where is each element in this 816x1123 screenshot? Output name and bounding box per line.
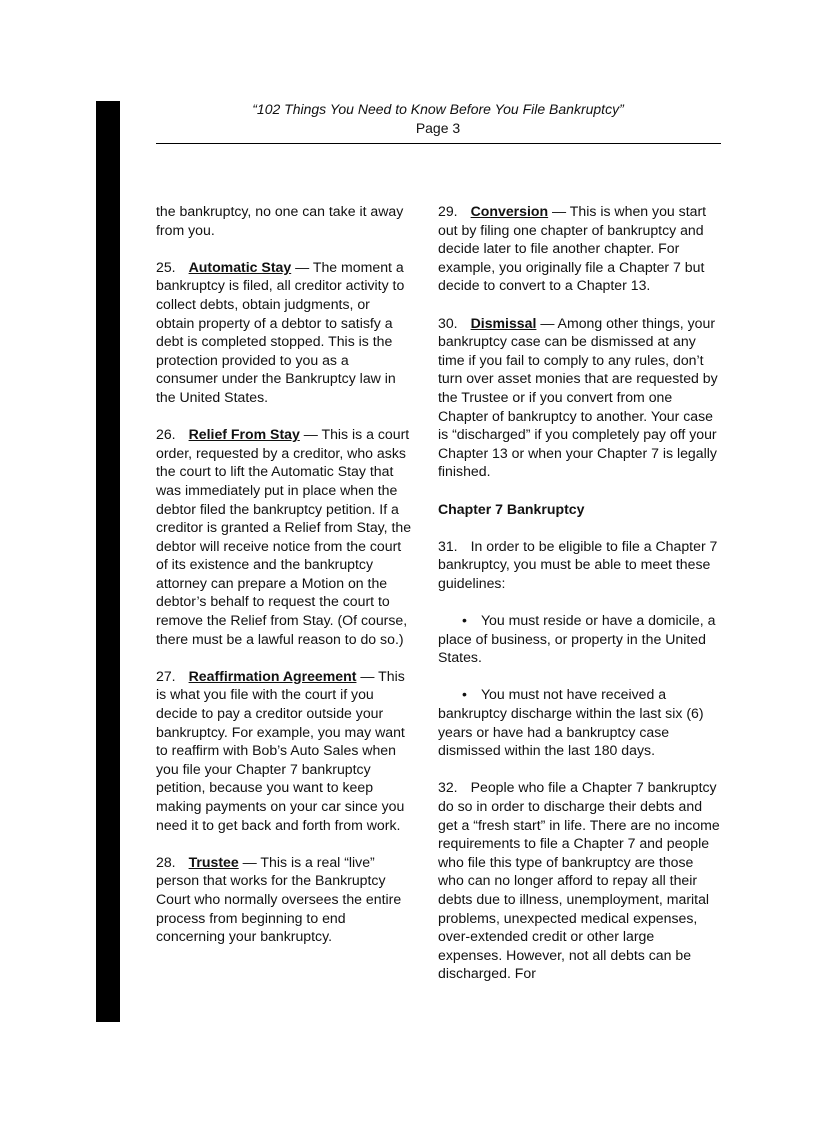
item-31	[438, 537, 721, 593]
item-number: 28.	[156, 853, 176, 870]
item-number: 29.	[438, 203, 458, 219]
binding-edge-bar	[96, 101, 120, 1022]
item-text: In order to be eligible to file a Chapter 7 bankruptcy, you must be able to meet these guidelines:	[438, 537, 718, 591]
term-relief-from-stay: Relief From Stay	[188, 426, 300, 443]
item-text: — This is a real “live” person that works for the Bankruptcy Court who normally oversees the entire process from beginning to end concerning your bankruptcy.	[156, 853, 402, 945]
term-reaffirmation-agreement: Reaffirmation Agreement	[188, 667, 357, 684]
item-text: — Among other things, your bankruptcy case can be dismissed at any time if you fail to comply to any rules, don’t turn over asset monies that are requested by the Trustee or if you convert from one Chapter of bankruptcy to another. Your case is “discharged” if you completely pay off your Chapter 13 or when your Chapter 7 is legally finished.	[438, 314, 718, 480]
section-heading: Chapter 7 Bankruptcy	[438, 500, 585, 517]
item-27	[156, 667, 412, 834]
item-number: 25.	[156, 258, 176, 275]
bullet-icon: •	[462, 686, 467, 703]
bullet-icon: •	[462, 612, 467, 629]
term-trustee: Trustee	[188, 853, 239, 870]
left-column	[156, 202, 412, 964]
item-number: 32.	[438, 779, 458, 796]
bullet-text: You must not have received a bankruptcy discharge within the last six (6) years or have had a bankruptcy case dismissed within the last 180 days.	[438, 686, 704, 759]
item-25	[156, 258, 412, 407]
book-title: “102 Things You Need to Know Before You File Bankruptcy”	[252, 101, 624, 117]
item-number: 27.	[156, 667, 176, 684]
bullet-item	[438, 685, 721, 759]
item-text: — This is what you file with the court if you decide to pay a creditor outside your bankruptcy. For example, you may want to reaffirm with Bob’s Auto Sales when you file your Chapter 7 bankruptcy petition, because you want to keep making payments on your car since you need it to get back and forth from work.	[156, 667, 405, 833]
item-number: 30.	[438, 314, 458, 331]
item-28	[156, 853, 412, 946]
item-26	[156, 425, 412, 648]
item-29	[438, 202, 721, 295]
right-column	[438, 202, 721, 1002]
item-text: People who file a Chapter 7 bankruptcy do so in order to discharge their debts and get a “fresh start” in life. There are no income requirements to file a Chapter 7 and people who file this type of bankruptcy are those who can no longer afford to repay all their debts due to illness, unemployment, marital problems, unexpected medical expenses, over-extended credit or other large expenses. However, not all debts can be discharged. For	[438, 779, 720, 982]
header-divider	[156, 143, 721, 144]
item-32	[438, 778, 721, 983]
page-header	[156, 100, 720, 138]
item-text: — This is a court order, requested by a creditor, who asks the court to lift the Automatic Stay that was immediately put in place when the debtor filed the bankruptcy petition. If a creditor is granted a Relief from Stay, the debtor will receive notice from the court of its existence and the bankruptcy attorney can prepare a Motion on the debtor’s behalf to request the court to remove the Relief from Stay. (Of course, there must be a lawful reason to do so.)	[156, 426, 412, 647]
item-30	[438, 314, 721, 481]
term-conversion: Conversion	[470, 203, 549, 219]
item-number: 31.	[438, 537, 458, 554]
bullet-text: You must reside or have a domicile, a place of business, or property in the United States.	[438, 612, 716, 666]
item-text: — This is when you start out by filing one chapter of bankruptcy and decide later to file another chapter. For example, you originally file a Chapter 7 but decide to convert to a Chapter 13.	[438, 203, 707, 294]
page-number: Page 3	[415, 120, 461, 136]
term-automatic-stay: Automatic Stay	[188, 258, 292, 275]
term-dismissal: Dismissal	[470, 314, 537, 331]
bullet-item	[438, 611, 721, 667]
continuation-paragraph: the bankruptcy, no one can take it away from you.	[156, 203, 404, 238]
item-text: — The moment a bankruptcy is filed, all creditor activity to collect debts, obtain judgments, or obtain property of a debtor to satisfy a debt is completed stopped. This is the protection provided to you as a consumer under the Bankruptcy law in the United States.	[156, 258, 405, 405]
item-number: 26.	[156, 426, 176, 443]
